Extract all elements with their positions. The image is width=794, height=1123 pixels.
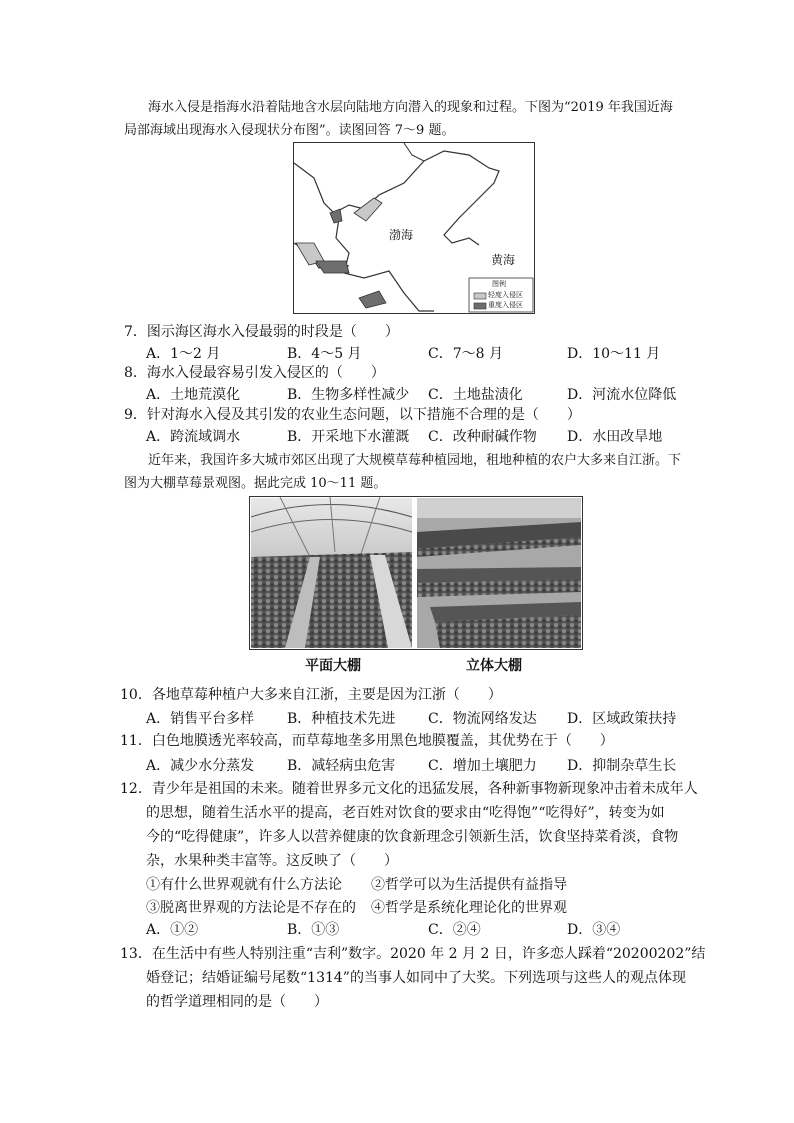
flat-greenhouse-caption: 平面大棚 [305,658,361,674]
coastline-top [404,143,424,161]
question-8-option-b: B．生物多样性减少 [287,387,410,403]
question-12-option-c: C．②④ [428,922,481,938]
question-10-option-d: D．区域政策扶持 [567,711,677,727]
greenhouse-photos-drawing [250,497,582,649]
question-7-option-a: A．1～2 月 [146,346,221,362]
question-9-option-a: A．跨流域调水 [146,429,241,445]
question-7-option-c: C．7～8 月 [428,346,503,362]
question-12-statement-4: ④哲学是系统化理论化的世界观 [371,900,567,916]
vertical-greenhouse-caption: 立体大棚 [466,658,522,674]
question-11-option-b: B．减轻病虫危害 [287,758,396,774]
intro-7-9-line2: 局部海域出现海水入侵现状分布图”。读图回答 7～9 题。 [124,123,455,138]
heavy-intrusion-zone [316,261,349,273]
question-9-option-b: B．开采地下水灌溉 [287,429,410,445]
question-8-option-d: D．河流水位降低 [567,387,677,403]
question-12-line2: 的思想，随着生活水平的提高，老百姓对饮食的要求由“吃得饱”“吃得好”，转变为如 [146,805,665,821]
question-12-option-b: B．①③ [287,922,340,938]
question-13-line1: 13．在生活中有些人特别注重“吉利”数字。2020 年 2 月 2 日，许多恋人踩着“20200202”结 [120,946,706,962]
heavy-intrusion-zone [359,291,386,308]
bohai-label: 渤海 [389,228,414,242]
question-9-option-d: D．水田改旱地 [567,429,663,445]
legend-light-label: 轻度入侵区 [488,291,523,299]
greenhouse-photos [249,496,583,650]
question-12-line3: 今的“吃得健康”，许多人以营养健康的饮食新理念引领新生活，饮食坚持菜肴淡，食物 [146,829,679,845]
question-8-stem: 8．海水入侵最容易引发入侵区的（ ） [124,365,385,381]
huanghai-label: 黄海 [491,253,516,267]
intro-10-11-line1: 近年来，我国许多大城市郊区出现了大规模草莓种植园地，租地种植的农户大多来自江浙。下 [148,453,682,468]
question-11-option-a: A．减少水分蒸发 [146,758,255,774]
question-12-option-a: A．①② [146,922,199,938]
legend-light-swatch [474,293,486,299]
question-10-option-c: C．物流网络发达 [428,711,537,727]
question-7-stem: 7．图示海区海水入侵最弱的时段是（ ） [124,324,399,340]
question-12-statement-3: ③脱离世界观的方法论是不存在的 [146,900,356,916]
intro-10-11-line2: 图为大棚草莓景观图。据此完成 10～11 题。 [124,476,387,491]
vertical-greenhouse-photo [417,498,581,648]
question-11-option-c: C．增加土壤肥力 [428,758,537,774]
question-8-option-a: A．土地荒漠化 [146,387,241,403]
legend-heavy-label: 重度入侵区 [488,301,523,309]
legend-heavy-swatch [474,303,486,309]
question-13-line2: 婚登记；结婚证编号尾数“1314”的当事人如同中了大奖。下列选项与这些人的观点体现 [146,970,686,986]
question-9-stem: 9．针对海水入侵及其引发的农业生态问题，以下措施不合理的是（ ） [124,407,581,423]
light-intrusion-zone [354,198,382,221]
question-11-option-d: D．抑制杂草生长 [567,758,677,774]
coastline-north [334,151,499,245]
question-10-option-b: B．种植技术先进 [287,711,396,727]
question-11-stem: 11．白色地膜透光率较高，而草莓地垄多用黑色地膜覆盖，其优势在于（ ） [120,733,614,749]
question-7-option-b: B．4～5 月 [287,346,362,362]
question-12-statement-1: ①有什么世界观就有什么方法论 [146,877,342,893]
question-9-option-c: C．改种耐碱作物 [428,429,537,445]
question-8-option-c: C．土地盐渍化 [428,387,523,403]
question-10-stem: 10．各地草莓种植户大多来自江浙，主要是因为江浙（ ） [120,687,502,703]
question-13-line3: 的哲学道理相同的是（ ） [146,994,328,1010]
question-12-statement-2: ②哲学可以为生活提供有益指导 [371,877,567,893]
question-12-line4: 杂，水果种类丰富等。这反映了（ ） [146,853,398,869]
question-10-option-a: A．销售平台多样 [146,711,255,727]
intro-7-9-line1: 海水入侵是指海水沿着陆地含水层向陆地方向潜入的现象和过程。下图为“2019 年我国近海 [148,100,673,115]
question-7-option-d: D．10～11 月 [567,346,661,362]
legend-title: 图例 [492,280,506,288]
seawater-intrusion-map [293,142,535,314]
flat-greenhouse-photo [251,497,412,648]
question-12-line1: 12．青少年是祖国的未来。随着世界多元文化的迅猛发展，各种新事物新现象冲击着未成年人 [120,781,698,797]
question-12-option-d: D．③④ [567,922,621,938]
